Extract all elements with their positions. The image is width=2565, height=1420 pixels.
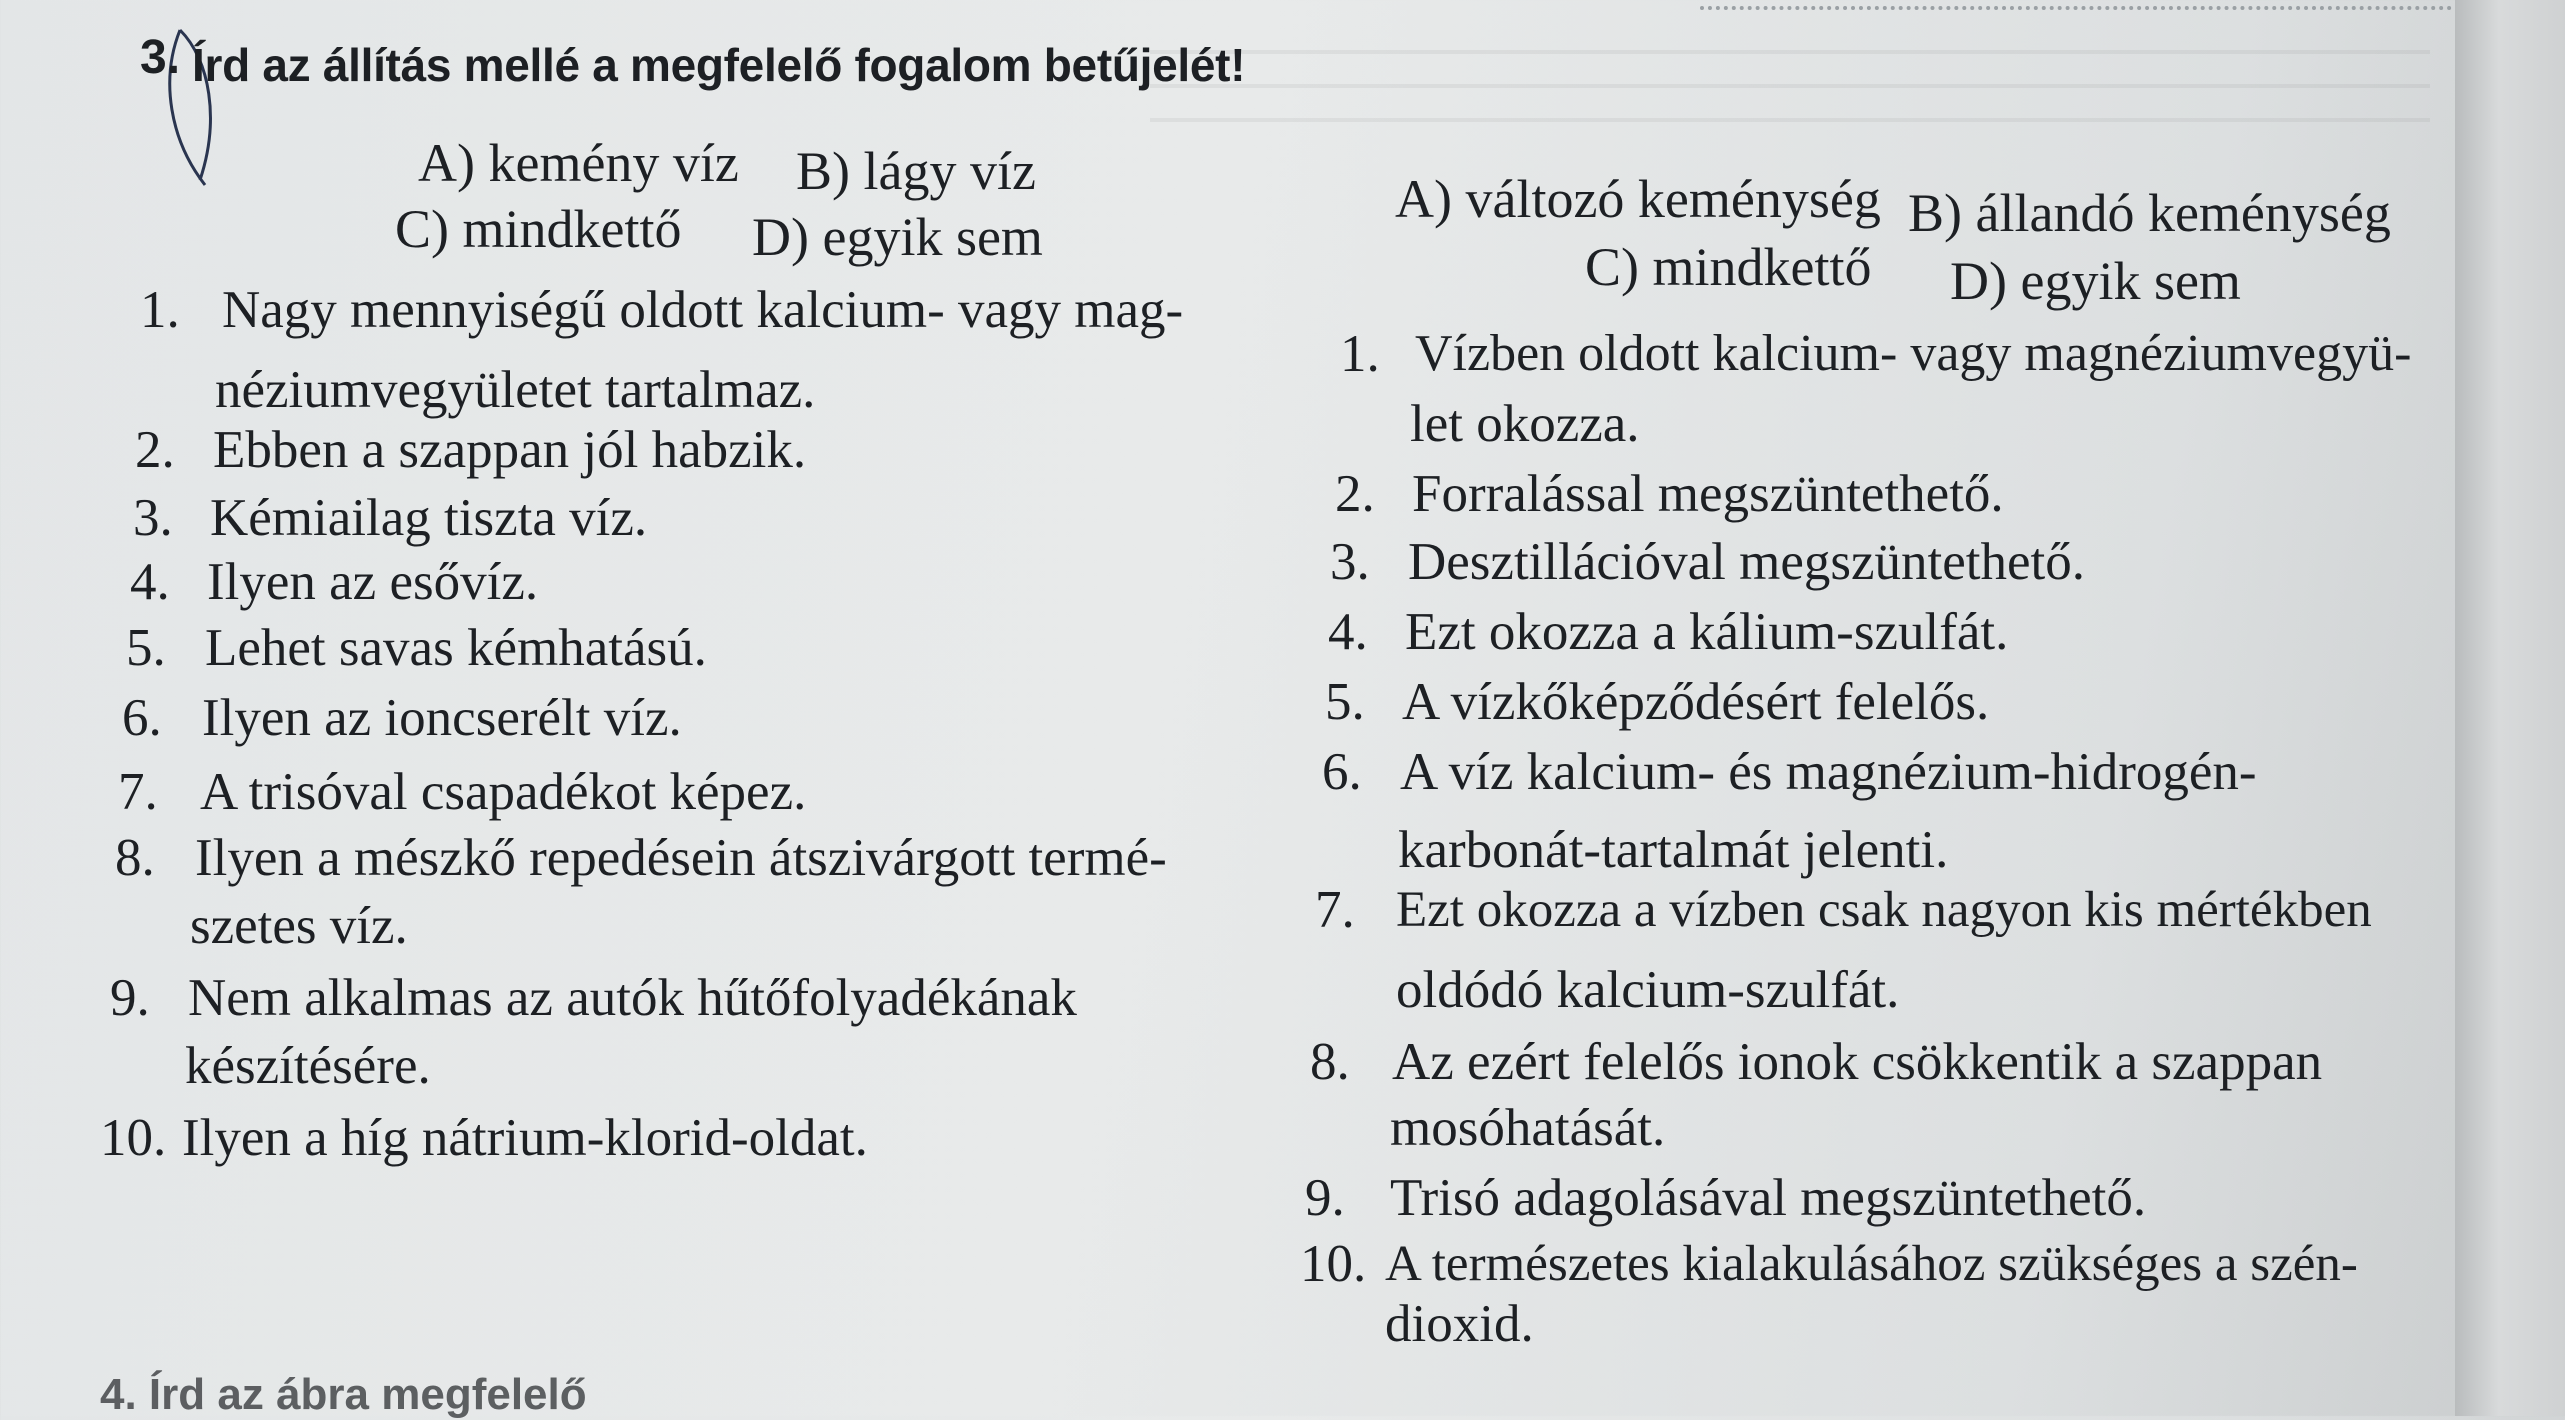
left-item-5-num: 5. bbox=[126, 619, 166, 677]
right-item-9-text: Trisó adagolásával megszüntethető. bbox=[1390, 1169, 2147, 1227]
left-item-7-num: 7. bbox=[118, 763, 158, 821]
left-item-8-line2: szetes víz. bbox=[190, 897, 408, 955]
right-item-6-num: 6. bbox=[1322, 743, 1362, 801]
left-item-2-num: 2. bbox=[135, 421, 175, 479]
right-item-8-num: 8. bbox=[1310, 1033, 1350, 1091]
left-item-3-num: 3. bbox=[133, 489, 173, 547]
left-item-7-text: A trisóval csapadékot képez. bbox=[200, 763, 807, 821]
right-item-3-num: 3. bbox=[1330, 533, 1370, 591]
right-item-5-text: A vízkőképződésért felelős. bbox=[1402, 673, 1990, 731]
right-item-9-num: 9. bbox=[1305, 1169, 1345, 1227]
left-item-4-text: Ilyen az esővíz. bbox=[207, 553, 539, 611]
left-item-2-text: Ebben a szappan jól habzik. bbox=[213, 421, 807, 479]
right-item-3-text: Desztillációval megszüntethető. bbox=[1408, 533, 2085, 591]
right-item-8-line2: mosóhatását. bbox=[1390, 1099, 1666, 1157]
right-item-10-line2: dioxid. bbox=[1385, 1295, 1534, 1353]
left-item-5-text: Lehet savas kémhatású. bbox=[205, 619, 707, 677]
right-item-7-line2: oldódó kalcium-szulfát. bbox=[1396, 961, 1900, 1019]
left-item-10-text: Ilyen a híg nátrium-klorid-oldat. bbox=[182, 1109, 868, 1167]
right-item-10-num: 10. bbox=[1300, 1235, 1367, 1293]
right-item-2-text: Forralással megszüntethető. bbox=[1412, 465, 2004, 523]
right-item-1-line2: let okozza. bbox=[1410, 395, 1640, 453]
right-item-6-line2: karbonát-tartalmát jelenti. bbox=[1398, 821, 1949, 879]
right-option-a: A) változó keménység bbox=[1395, 169, 1881, 229]
left-item-9-line1: Nem alkalmas az autók hűtőfolyadékának bbox=[188, 969, 1077, 1027]
right-item-4-text: Ezt okozza a kálium-szulfát. bbox=[1405, 603, 2009, 661]
right-item-1-num: 1. bbox=[1340, 325, 1380, 383]
left-option-d: D) egyik sem bbox=[752, 207, 1043, 267]
left-option-a: A) kemény víz bbox=[418, 133, 739, 193]
left-option-b: B) lágy víz bbox=[796, 141, 1036, 201]
left-item-3-text: Kémiailag tiszta víz. bbox=[210, 489, 648, 547]
left-item-4-num: 4. bbox=[130, 553, 170, 611]
left-item-8-num: 8. bbox=[115, 829, 155, 887]
dotted-line bbox=[1700, 6, 2460, 14]
right-item-2-num: 2. bbox=[1335, 465, 1375, 523]
left-item-6-text: Ilyen az ioncserélt víz. bbox=[202, 689, 682, 747]
right-item-8-line1: Az ezért felelős ionok csökkentik a szappan bbox=[1392, 1033, 2323, 1091]
right-option-c: C) mindkettő bbox=[1585, 237, 1872, 297]
left-item-8-line1: Ilyen a mészkő repedésein átszivárgott termé- bbox=[195, 829, 1167, 887]
left-item-1-line2: néziumvegyületet tartalmaz. bbox=[215, 361, 816, 419]
right-item-7-line1: Ezt okozza a vízben csak nagyon kis mértékben bbox=[1396, 882, 2372, 938]
show-through-text bbox=[1150, 20, 2430, 150]
left-item-10-num: 10. bbox=[100, 1109, 167, 1167]
right-option-b: B) állandó keménység bbox=[1908, 183, 2391, 243]
right-item-6-line1: A víz kalcium- és magnézium-hidrogén- bbox=[1400, 743, 2257, 801]
left-item-9-num: 9. bbox=[110, 969, 150, 1027]
left-item-1-line1: Nagy mennyiségű oldott kalcium- vagy mag- bbox=[222, 281, 1184, 339]
left-item-9-line2: készítésére. bbox=[185, 1037, 431, 1095]
left-item-1-num: 1. bbox=[140, 281, 180, 339]
task-number: 3. bbox=[140, 31, 181, 84]
left-item-6-num: 6. bbox=[122, 689, 162, 747]
right-item-1-line1: Vízben oldott kalcium- vagy magnéziumvegyü- bbox=[1415, 325, 2412, 382]
next-task-heading: 4. Írd az ábra megfelelő bbox=[100, 1370, 587, 1419]
task-title: Írd az állítás mellé a megfelelő fogalom betűjelét! bbox=[192, 39, 1246, 91]
left-option-c: C) mindkettő bbox=[395, 199, 682, 259]
right-item-5-num: 5. bbox=[1325, 673, 1365, 731]
right-item-7-num: 7. bbox=[1315, 881, 1355, 939]
right-option-d: D) egyik sem bbox=[1950, 251, 2241, 311]
page-edge bbox=[2455, 0, 2565, 1416]
right-item-10-line1: A természetes kialakulásához szükséges a szén- bbox=[1385, 1236, 2358, 1292]
right-item-4-num: 4. bbox=[1328, 603, 1368, 661]
